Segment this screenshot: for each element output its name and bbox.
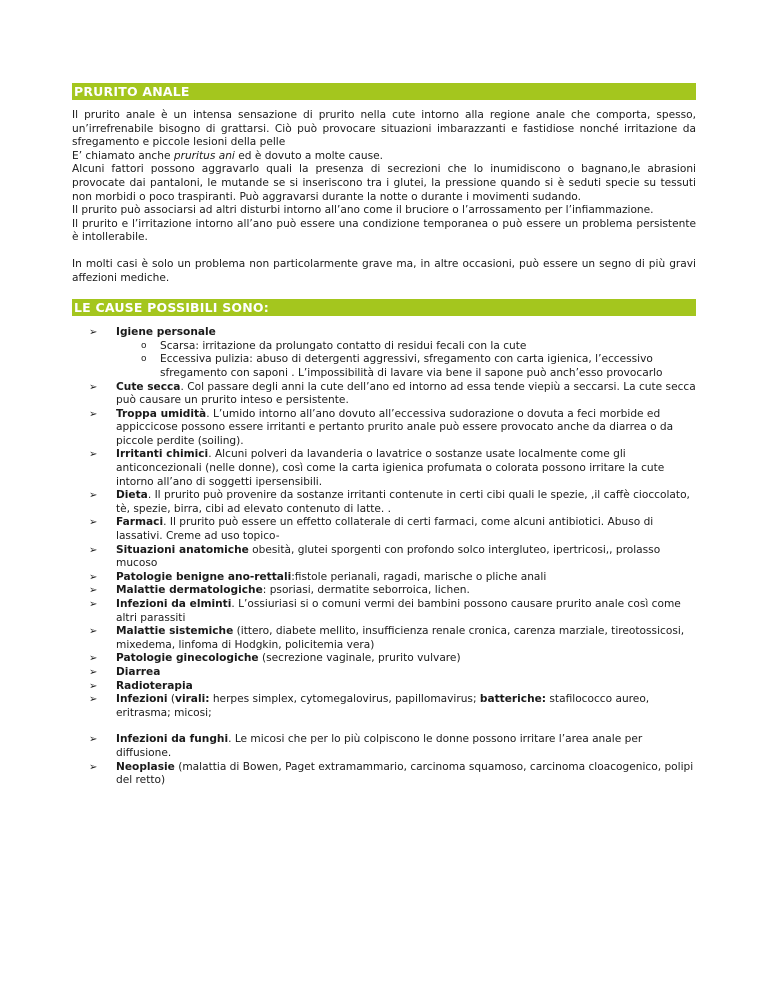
intro-paragraph-3: Alcuni fattori possono aggravarlo quali la presenza di secrezioni che lo inumidiscono o bagnano,le abrasioni provocate dai pantaloni, le mutande se si inseriscono tra i glutei, la pressione quando si è seduti specie su tessuti non morbidi o poco traspiranti. Può aggravarsi durante la notte o durante i movimenti sudando. <box>72 163 696 203</box>
cause-item: ➢ Infezioni (virali: herpes simplex, cytomegalovirus, papillomavirus; batteriche: stafilococco aureo, eritrasma; micosi; <box>89 693 650 719</box>
cause-item: ➢ Dieta. Il prurito può provenire da sostanze irritanti contenute in certi cibi quali le spezie, ,il caffè cioccolato, tè, spezie, birra, cibi ad elevato contenuto di latte. . <box>89 489 690 515</box>
arrow-bullet-icon: ➢ <box>89 327 98 339</box>
arrow-bullet-icon: ➢ <box>89 449 98 461</box>
arrow-bullet-icon: ➢ <box>89 408 98 420</box>
causes-list <box>72 326 696 788</box>
cause-item: ➢ Malattie sistemiche (ittero, diabete mellito, insufficienza renale cronica, carenza marziale, tireotossicosi, mixedema, linfoma di Hodgkin, policitemia vera) <box>89 625 685 651</box>
cause-title: Igiene personale <box>116 326 216 339</box>
intro-paragraph-2: E’ chiamato anche pruritus ani ed è dovuto a molte cause. <box>72 149 383 162</box>
arrow-bullet-icon: ➢ <box>89 761 98 773</box>
arrow-bullet-icon: ➢ <box>89 734 98 746</box>
cause-item: ➢ Neoplasie (malattia di Bowen, Paget extramammario, carcinoma squamoso, carcinoma cloacogenico, polipi del retto) <box>89 760 694 787</box>
arrow-bullet-icon: ➢ <box>89 585 98 597</box>
cause-item: ➢ Farmaci. Il prurito può essere un effetto collaterale di certi farmaci, come alcuni antibiotici. Abuso di lassativi. Creme ad uso topico- <box>89 516 654 543</box>
cause-item: ➢ Patologie ginecologiche (secrezione vaginale, prurito vulvare) <box>89 652 461 665</box>
cause-item: ➢ Patologie benigne ano-rettali:fistole perianali, ragadi, marische o pliche anali <box>89 570 547 583</box>
cause-item: ➢ Troppa umidità. L’umido intorno all’ano dovuto all’eccessiva sudorazione o dovuta a feci morbide ed appiccicose possono essere irritanti e pertanto prurito anale può essere provocato anche da diarrea o da piccole perdite (soiling). <box>89 407 674 447</box>
cause-item: ➢ Diarrea <box>89 665 161 678</box>
arrow-bullet-icon: ➢ <box>89 544 98 556</box>
arrow-bullet-icon: ➢ <box>89 626 98 638</box>
intro-paragraph-5: Il prurito e l’irritazione intorno all’ano può essere una condizione temporanea o può essere un problema persistente è intollerabile. <box>72 217 696 244</box>
cause-item: ➢ Infezioni da funghi. Le micosi che per lo più colpiscono le donne possono irritare l’area anale per diffusione. <box>89 733 643 759</box>
section-heading-cause: LE CAUSE POSSIBILI SONO: <box>72 299 696 316</box>
arrow-bullet-icon: ➢ <box>89 490 98 502</box>
summary-paragraph: In molti casi è solo un problema non particolarmente grave ma, in altre occasioni, può essere un segno di più gravi affezioni mediche. <box>72 257 696 284</box>
cause-item: ➢ Malattie dermatologiche: psoriasi, dermatite seborroica, lichen. <box>89 584 470 597</box>
intro-paragraph-4: Il prurito può associarsi ad altri disturbi intorno all’ano come il bruciore o l’arrossamento per l’infiammazione. <box>72 204 654 217</box>
sub-item: o Eccessiva pulizia: abuso di detergenti aggressivi, sfregamento con carta igienica, l’eccessivo sfregamento con saponi . L’impossibilità di lavare via bene il sapone può anch’esso provocarlo <box>141 353 663 379</box>
document-page <box>72 83 696 788</box>
cause-item: ➢ Cute secca. Col passare degli anni la cute dell’ano ed intorno ad essa tende viepiù a seccarsi. La cute secca può causare un prurito inteso e persistente. <box>89 380 696 407</box>
arrow-bullet-icon: ➢ <box>89 381 98 393</box>
arrow-bullet-icon: ➢ <box>89 517 98 529</box>
circle-bullet-icon: o <box>141 354 147 365</box>
cause-item: ➢ Radioterapia <box>89 679 193 692</box>
cause-item: ➢ Situazioni anatomiche obesità, glutei sporgenti con profondo solco intergluteo, ipertricosi,, prolasso mucoso <box>89 543 661 570</box>
cause-item: ➢ Infezioni da elminti. L’ossiuriasi si o comuni vermi dei bambini possono causare prurito anale così come altri parassiti <box>89 598 681 624</box>
arrow-bullet-icon: ➢ <box>89 599 98 610</box>
arrow-bullet-icon: ➢ <box>89 694 98 706</box>
circle-bullet-icon: o <box>141 340 147 351</box>
cause-item <box>72 326 696 380</box>
arrow-bullet-icon: ➢ <box>89 666 98 678</box>
arrow-bullet-icon: ➢ <box>89 680 98 692</box>
intro-paragraph-1: Il prurito anale è un intensa sensazione di prurito nella cute intorno alla regione anale che comporta, spesso, un’irrefrenabile bisogno di grattarsi. Ciò può provocare situazioni imbarazzanti e fastidiose nonché irritazione da sfregamento e piccole lesioni della pelle <box>72 109 696 149</box>
intro-section <box>72 109 696 245</box>
arrow-bullet-icon: ➢ <box>89 653 98 665</box>
sub-list <box>116 340 696 381</box>
sub-item: o Scarsa: irritazione da prolungato contatto di residui fecali con la cute <box>141 339 527 352</box>
section-heading-prurito-anale: PRURITO ANALE <box>72 83 696 100</box>
cause-item: ➢ Irritanti chimici. Alcuni polveri da lavanderia o lavatrice o sostanze usate localmente come gli anticoncezionali (nelle donne), così come la carta igienica profumata o colorata possono irritare la cute intorno all’ano di soggetti ipersensibili. <box>89 448 665 488</box>
arrow-bullet-icon: ➢ <box>89 571 98 583</box>
